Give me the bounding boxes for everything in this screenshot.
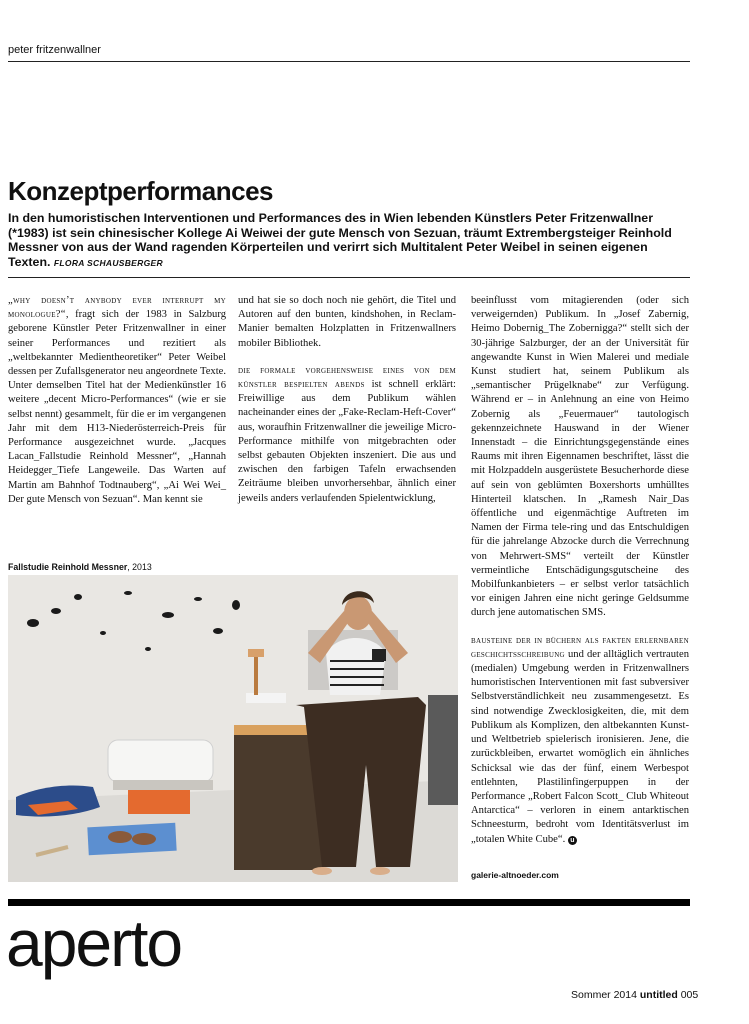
article-title: Konzeptperformances [8,176,273,206]
top-rule [8,61,690,62]
paragraph: beeinflusst vom mitagierenden (oder sich verweigernden) Publikum. In „Josef Zabernig, Heimo Dobernig_The Zobernigga?“ stellt sich der 30-jährige Salzburger, der an der Universität für angewandte Kunst in Wien Malerei und mediale Kunst studiert hat, seinem Publikum als „semantischer Prügelknabe“ zur Verfügung. Während er – in Anlehnung an eine von Heimo Zobernig als „Feuermauer“ tautologisch gekennzeichnete Hauswand in der Wiener Innenstadt – die Einrichtungsgegenstände eines Raums mit ihren Eigennamen beschriftet, lässt die mit Holzpaddeln ausgerüstete Besucherhorde diese auf sein von geblümten Boxershorts umhülltes Hinterteil klatschen. In „Ramesh Nair_Das öffentliche und eigenmächtige Auftreten im Namen der Firma tele-ring und das Entschuldigen für die jahrelange Abzocke durch die Verrechnung von Mehrwert-SMS“ verteilt der Künstler vermeintliche Entschädigungsgutscheine des Mobilfunkanbieters – er selbst verlor tatsächlich vor einigen Jahren eine nicht geringe Geldsumme durch jene automatischen SMS. [471,295,689,619]
section-name: aperto [6,906,182,980]
paragraph [471,634,689,847]
photo-caption [8,562,152,572]
end-mark-icon: u [568,836,577,845]
paragraph [8,294,226,507]
lead-text: In den humoristischen Interventionen und Performances des in Wien lebenden Künstlers Peter Fritzenwallner (*1983) ist sein chinesischer Kollege Ai Weiwei der gute Mensch von Sezuan, träumt Extrembergsteiger Reinhold Messner von aus der Wand ragenden Körperteilen und verirrt sich Multitalent Peter Weibel in seinen eigenen Texten. [8,211,672,269]
running-head: peter fritzenwallner [8,44,101,56]
performance-photo [8,575,458,882]
paragraph [238,364,456,506]
paragraph-text: , fragt sich der 1983 in Salzburg geborene Künstler Peter Fritzenwallner in einer seiner Performances und rezitiert als „weltbekannter Medientheoretiker“ Peter Weibel dessen per Zufallsgenerator neu angeordnete Texte. Unter demselben Titel hat der Medienkünstler 16 weitere „decent Micro-Performances“ (wie er sie selbst nennt) gesammelt, für die er im vergangenen Jahr mit dem H13-Niederösterreich-Preis für Performance ausgezeichnet wurde. „Jacques Lacan_Fallstudie Reinhold Messner“, „Hannah Heidegger_Tiefe Langeweile. Das Warten auf Martin am Bahnhof Todtnauberg“, „Ai Wei Wei_ Der gute Mensch von Sezuan“. Man kennt sie [8,309,226,505]
performance-illustration [8,575,458,882]
caption-title: Fallstudie Reinhold Messner [8,562,128,572]
article-lead [8,211,688,270]
folio-magazine: untitled [639,989,678,1001]
page-number: 005 [680,989,699,1001]
paragraph-opener: die formale vorgehensweise eines von dem künstler bespielten abends [238,364,456,391]
paragraph-text: ist schnell erklärt: Freiwillige aus dem Publikum wählen nacheinander eines der „Fake-Reclam-Heft-Cover“ aus, woraufhin Fritzenwallner die jeweilige Micro-Performance mithilfe von mitgebrachten oder selbst gebauten Objekten inszeniert. Die aus und zwischen den farbigen Tafeln erwachsenden Zeiträume bleiben unvorhersehbar, ähnlich einer jeweils anders verlaufenden Spielentwicklung, [238,379,456,504]
text-column-1 [8,294,226,520]
paragraph: und hat sie so doch noch nie gehört, die Titel und Autoren auf den bunten, kindshohen, in Reclam-Manier bemalten Holzplatten in Fritzenwallners mobiler Bibliothek. [238,295,456,349]
caption-year: , 2013 [127,562,152,572]
gallery-website-link[interactable]: galerie-altnoeder.com [471,870,559,880]
folio-season: Sommer 2014 [571,989,637,1001]
author-name: FLORA SCHAUSBERGER [53,257,163,268]
text-column-2 [238,294,456,519]
paragraph-opener: „why doesn’t anybody ever interrupt my monologue?“ [8,295,226,321]
paragraph-opener: bausteine der in büchern als fakten erlernbaren geschichtsschreibung [471,634,689,660]
page-folio [571,989,698,1001]
text-column-3 [471,294,689,860]
section-rule [8,899,690,906]
lead-rule [8,277,690,278]
paragraph-text: und der alltäglich vertrauten (medialen) Umgebung werden in Fritzenwallners humoristischen Interventionen mit fast subversiver Selbstverständlichkeit neu zusammengesetzt. Es sind notwendige Zwecklosigkeiten, die, mit dem Publikum als Komplizen, den altbekannten Kunst- und Weltbetrieb spielerisch ironisieren. Jene, die zurückbleiben, erwartet womöglich ein ähnliches Schicksal wie das der fünf, einem Werbespot entlehnten, Plastilinfingerpuppen in der Performance „Robert Falcon Scott_ Club Whiteout Antarctica“ – verloren in einem antarktischen Schneesturm, bedroht vom Identitätsverlust im „totalen White Cube“. [471,648,689,845]
